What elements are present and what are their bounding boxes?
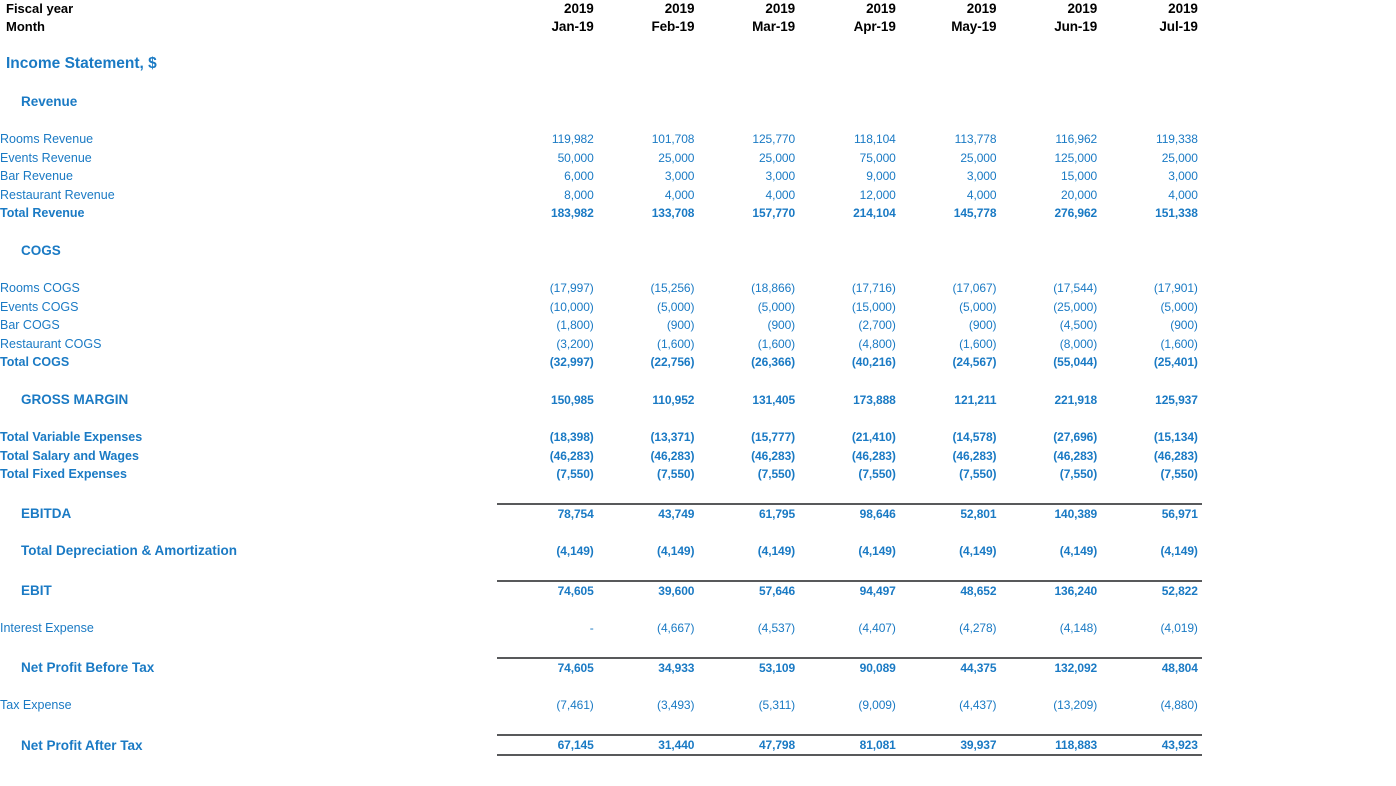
events-cogs-feb: (5,000) (657, 299, 695, 314)
total-fixed-expenses-feb: (7,550) (657, 467, 695, 481)
total-cogs-may: (24,567) (952, 355, 997, 369)
table-row (0, 504, 1202, 524)
events-revenue-mar: 25,000 (758, 150, 796, 165)
month-label: Month (6, 19, 45, 34)
spacer (0, 372, 1202, 391)
ebit-apr: 94,497 (799, 581, 900, 601)
total-variable-expenses-feb: (13,371) (650, 430, 695, 444)
table-row (0, 279, 1202, 298)
row-label-net-profit-after-tax: Net Profit After Tax (21, 737, 143, 753)
row-label-restaurant-revenue: Restaurant Revenue (0, 187, 115, 202)
total-cogs-jun: (55,044) (1053, 355, 1098, 369)
restaurant-revenue-mar: 4,000 (765, 187, 796, 202)
table-row (0, 581, 1202, 601)
bar-cogs-jul: (900) (1170, 318, 1198, 332)
net-profit-after-tax-jul: 43,923 (1101, 735, 1202, 756)
row-label-bar-cogs: Bar COGS (0, 318, 60, 332)
table-row (0, 542, 1202, 561)
depreciation-amortization-feb: (4,149) (657, 544, 695, 558)
table-row (0, 204, 1202, 223)
net-profit-after-tax-jan: 67,145 (497, 735, 598, 756)
rooms-cogs-jan: (17,997) (549, 281, 594, 295)
spacer (0, 638, 1202, 658)
restaurant-revenue-jan: 8,000 (564, 187, 594, 202)
ebitda-jul: 56,971 (1101, 504, 1202, 524)
events-cogs-jun: (25,000) (1053, 299, 1098, 314)
events-cogs-may: (5,000) (959, 299, 997, 314)
spacer (0, 677, 1202, 696)
header-row-month (0, 18, 1202, 36)
total-revenue-jul: 151,338 (1155, 206, 1198, 220)
section-heading-revenue: Revenue (21, 93, 78, 109)
bar-cogs-may: (900) (968, 318, 997, 332)
fiscal-year-col-7: 2019 (1168, 1, 1198, 16)
table-row (0, 619, 1202, 638)
month-col-4: Apr-19 (853, 19, 896, 34)
ebit-feb: 39,600 (598, 581, 699, 601)
spacer (0, 111, 1202, 130)
restaurant-cogs-jul: (1,600) (1160, 336, 1198, 351)
gross-margin-may: 121,211 (954, 392, 997, 407)
row-label-bar-revenue: Bar Revenue (0, 169, 73, 183)
row-label-net-profit-before-tax: Net Profit Before Tax (21, 659, 155, 675)
interest-expense-jun: (4,148) (1059, 621, 1098, 635)
table-row (0, 658, 1202, 678)
row-label-restaurant-cogs: Restaurant COGS (0, 336, 102, 351)
total-salary-and-wages-jun: (46,283) (1053, 448, 1098, 463)
ebitda-apr: 98,646 (799, 504, 900, 524)
table-row (0, 391, 1202, 410)
row-label-total-fixed-expenses: Total Fixed Expenses (0, 467, 127, 481)
row-label-gross-margin: GROSS MARGIN (21, 391, 129, 407)
restaurant-revenue-jul: 4,000 (1168, 187, 1198, 202)
net-profit-after-tax-jun: 118,883 (1000, 735, 1101, 756)
total-variable-expenses-mar: (15,777) (751, 430, 796, 444)
spacer (0, 260, 1202, 279)
rooms-revenue-feb: 101,708 (651, 132, 695, 146)
gross-margin-mar: 131,405 (752, 392, 796, 407)
depreciation-amortization-apr: (4,149) (858, 544, 896, 558)
ebitda-mar: 61,795 (698, 504, 799, 524)
section-heading-cogs: COGS (21, 242, 61, 258)
total-variable-expenses-apr: (21,410) (851, 430, 896, 444)
rooms-revenue-apr: 118,104 (853, 132, 896, 146)
rooms-revenue-jun: 116,962 (1055, 132, 1098, 146)
rooms-revenue-mar: 125,770 (752, 132, 796, 146)
events-cogs-mar: (5,000) (757, 299, 796, 314)
interest-expense-mar: (4,537) (757, 621, 796, 635)
net-profit-before-tax-jun: 132,092 (1000, 658, 1101, 678)
total-cogs-apr: (40,216) (851, 355, 896, 369)
spacer (0, 409, 1202, 428)
interest-expense-jan: - (589, 621, 594, 635)
total-variable-expenses-jul: (15,134) (1153, 430, 1198, 444)
rooms-cogs-may: (17,067) (952, 281, 997, 295)
table-row (0, 130, 1202, 149)
fiscal-year-label: Fiscal year (6, 1, 74, 16)
fiscal-year-col-1: 2019 (564, 1, 594, 16)
total-salary-and-wages-may: (46,283) (952, 448, 997, 463)
total-revenue-jun: 276,962 (1054, 206, 1098, 220)
total-variable-expenses-jun: (27,696) (1053, 430, 1098, 444)
restaurant-cogs-mar: (1,600) (757, 336, 796, 351)
spacer (0, 223, 1202, 242)
row-label-rooms-revenue: Rooms Revenue (0, 132, 94, 146)
month-col-3: Mar-19 (752, 19, 796, 34)
tax-expense-apr: (9,009) (858, 698, 896, 712)
total-revenue-feb: 133,708 (651, 206, 695, 220)
page-title: Income Statement, $ (6, 55, 157, 72)
depreciation-amortization-mar: (4,149) (757, 544, 796, 558)
tax-expense-feb: (3,493) (657, 698, 695, 712)
bar-revenue-mar: 3,000 (765, 169, 796, 183)
ebit-jul: 52,822 (1101, 581, 1202, 601)
row-label-total-salary-and-wages: Total Salary and Wages (0, 448, 139, 463)
tax-expense-mar: (5,311) (758, 698, 796, 712)
net-profit-before-tax-feb: 34,933 (598, 658, 699, 678)
fiscal-year-col-4: 2019 (866, 1, 896, 16)
row-label-total-cogs: Total COGS (0, 355, 70, 369)
events-revenue-may: 25,000 (960, 150, 997, 165)
header-row-fiscal-year (0, 0, 1202, 18)
rooms-revenue-jul: 119,338 (1156, 132, 1198, 146)
bar-revenue-jul: 3,000 (1168, 169, 1198, 183)
spacer (0, 561, 1202, 581)
events-cogs-jul: (5,000) (1160, 299, 1198, 314)
total-revenue-jan: 183,982 (551, 206, 594, 220)
total-salary-and-wages-jan: (46,283) (549, 448, 594, 463)
table-row (0, 186, 1202, 205)
table-row (0, 447, 1202, 466)
net-profit-before-tax-jul: 48,804 (1101, 658, 1202, 678)
fiscal-year-col-2: 2019 (664, 1, 695, 16)
interest-expense-apr: (4,407) (858, 621, 896, 635)
net-profit-before-tax-jan: 74,605 (497, 658, 598, 678)
row-label-ebitda: EBITDA (21, 505, 72, 521)
interest-expense-feb: (4,667) (657, 621, 695, 635)
net-profit-after-tax-apr: 81,081 (799, 735, 900, 756)
gross-margin-jan: 150,985 (551, 392, 594, 407)
spacer (0, 715, 1202, 735)
rooms-cogs-mar: (18,866) (751, 281, 796, 295)
events-revenue-jun: 125,000 (1054, 150, 1098, 165)
month-col-7: Jul-19 (1159, 19, 1198, 34)
table-row (0, 167, 1202, 186)
table-row (0, 298, 1202, 317)
net-profit-after-tax-mar: 47,798 (698, 735, 799, 756)
total-cogs-jan: (32,997) (549, 355, 594, 369)
bar-revenue-jun: 15,000 (1061, 169, 1098, 183)
depreciation-amortization-may: (4,149) (959, 544, 997, 558)
total-cogs-jul: (25,401) (1153, 355, 1198, 369)
events-revenue-jan: 50,000 (557, 150, 594, 165)
gross-margin-feb: 110,952 (652, 392, 695, 407)
interest-expense-jul: (4,019) (1160, 621, 1198, 635)
rooms-cogs-feb: (15,256) (650, 281, 695, 295)
depreciation-amortization-jun: (4,149) (1059, 544, 1098, 558)
rooms-cogs-apr: (17,716) (851, 281, 896, 295)
spacer (0, 36, 1202, 55)
restaurant-revenue-jun: 20,000 (1061, 187, 1098, 202)
rooms-revenue-jan: 119,982 (551, 132, 594, 146)
table-row (0, 735, 1202, 756)
row-label-ebit: EBIT (21, 582, 52, 598)
net-profit-after-tax-feb: 31,440 (598, 735, 699, 756)
restaurant-cogs-jun: (8,000) (1059, 336, 1098, 351)
restaurant-cogs-jan: (3,200) (556, 336, 594, 351)
net-profit-after-tax-may: 39,937 (900, 735, 1001, 756)
total-salary-and-wages-jul: (46,283) (1153, 448, 1198, 463)
events-cogs-jan: (10,000) (549, 299, 594, 314)
bar-cogs-apr: (2,700) (858, 318, 896, 332)
month-col-5: May-19 (951, 19, 997, 34)
total-cogs-mar: (26,366) (751, 355, 796, 369)
month-col-2: Feb-19 (651, 19, 695, 34)
fiscal-year-col-3: 2019 (765, 1, 796, 16)
row-label-events-cogs: Events COGS (0, 299, 79, 314)
events-revenue-apr: 75,000 (859, 150, 896, 165)
fiscal-year-col-6: 2019 (1067, 1, 1098, 16)
spacer (0, 484, 1202, 504)
events-revenue-jul: 25,000 (1161, 150, 1198, 165)
total-salary-and-wages-feb: (46,283) (650, 448, 695, 463)
total-fixed-expenses-jul: (7,550) (1160, 467, 1198, 481)
total-variable-expenses-jan: (18,398) (549, 430, 594, 444)
section-heading-cogs-row (0, 242, 1202, 261)
row-label-events-revenue: Events Revenue (0, 150, 92, 165)
tax-expense-jun: (13,209) (1053, 698, 1098, 712)
gross-margin-jun: 221,918 (1054, 392, 1098, 407)
total-fixed-expenses-jan: (7,550) (556, 467, 594, 481)
restaurant-cogs-apr: (4,800) (858, 336, 896, 351)
total-salary-and-wages-apr: (46,283) (851, 448, 896, 463)
rooms-revenue-may: 113,778 (954, 132, 997, 146)
table-row (0, 316, 1202, 335)
events-cogs-apr: (15,000) (851, 299, 896, 314)
ebitda-feb: 43,749 (598, 504, 699, 524)
depreciation-amortization-jul: (4,149) (1160, 544, 1198, 558)
bar-revenue-feb: 3,000 (664, 169, 695, 183)
table-row (0, 696, 1202, 715)
total-fixed-expenses-mar: (7,550) (757, 467, 796, 481)
row-label-depreciation-amortization: Total Depreciation & Amortization (21, 543, 238, 558)
month-col-6: Jun-19 (1054, 19, 1098, 34)
table-row (0, 428, 1202, 447)
row-label-total-revenue: Total Revenue (0, 206, 85, 220)
spacer (0, 600, 1202, 619)
table-row (0, 149, 1202, 168)
table-row (0, 353, 1202, 372)
total-cogs-feb: (22,756) (650, 355, 695, 369)
bar-revenue-may: 3,000 (966, 169, 997, 183)
ebit-mar: 57,646 (698, 581, 799, 601)
fiscal-year-col-5: 2019 (966, 1, 997, 16)
row-label-interest-expense: Interest Expense (0, 621, 94, 635)
tax-expense-may: (4,437) (959, 698, 997, 712)
ebitda-jun: 140,389 (1000, 504, 1101, 524)
total-revenue-apr: 214,104 (853, 206, 896, 220)
net-profit-before-tax-may: 44,375 (900, 658, 1001, 678)
bar-cogs-jan: (1,800) (556, 318, 594, 332)
ebit-jun: 136,240 (1000, 581, 1101, 601)
ebitda-jan: 78,754 (497, 504, 598, 524)
spacer (0, 74, 1202, 93)
total-fixed-expenses-jun: (7,550) (1059, 467, 1098, 481)
restaurant-cogs-feb: (1,600) (657, 336, 695, 351)
table-row (0, 335, 1202, 354)
row-label-total-variable-expenses: Total Variable Expenses (0, 430, 143, 444)
section-heading-revenue-row (0, 93, 1202, 112)
events-revenue-feb: 25,000 (658, 150, 695, 165)
bar-cogs-mar: (900) (767, 318, 796, 332)
table-row (0, 465, 1202, 484)
net-profit-before-tax-apr: 90,089 (799, 658, 900, 678)
tax-expense-jan: (7,461) (556, 698, 594, 712)
ebit-may: 48,652 (900, 581, 1001, 601)
net-profit-before-tax-mar: 53,109 (698, 658, 799, 678)
total-fixed-expenses-apr: (7,550) (858, 467, 896, 481)
total-revenue-mar: 157,770 (752, 206, 796, 220)
total-variable-expenses-may: (14,578) (952, 430, 997, 444)
restaurant-revenue-may: 4,000 (966, 187, 997, 202)
total-salary-and-wages-mar: (46,283) (751, 448, 796, 463)
spacer (0, 523, 1202, 542)
gross-margin-jul: 125,937 (1155, 392, 1198, 407)
restaurant-cogs-may: (1,600) (959, 336, 997, 351)
rooms-cogs-jun: (17,544) (1053, 281, 1098, 295)
tax-expense-jul: (4,880) (1160, 698, 1198, 712)
gross-margin-apr: 173,888 (853, 392, 896, 407)
row-label-tax-expense: Tax Expense (0, 698, 72, 712)
ebit-jan: 74,605 (497, 581, 598, 601)
ebitda-may: 52,801 (900, 504, 1001, 524)
bar-cogs-feb: (900) (666, 318, 695, 332)
month-col-1: Jan-19 (551, 19, 594, 34)
bar-revenue-jan: 6,000 (564, 169, 594, 183)
row-label-rooms-cogs: Rooms COGS (0, 281, 80, 295)
bar-revenue-apr: 9,000 (866, 169, 896, 183)
interest-expense-may: (4,278) (959, 621, 997, 635)
total-revenue-may: 145,778 (953, 206, 997, 220)
depreciation-amortization-jan: (4,149) (556, 544, 594, 558)
restaurant-revenue-feb: 4,000 (664, 187, 695, 202)
statement-title-row (0, 55, 1202, 74)
total-fixed-expenses-may: (7,550) (959, 467, 997, 481)
rooms-cogs-jul: (17,901) (1153, 281, 1198, 295)
bar-cogs-jun: (4,500) (1059, 318, 1098, 332)
restaurant-revenue-apr: 12,000 (859, 187, 896, 202)
